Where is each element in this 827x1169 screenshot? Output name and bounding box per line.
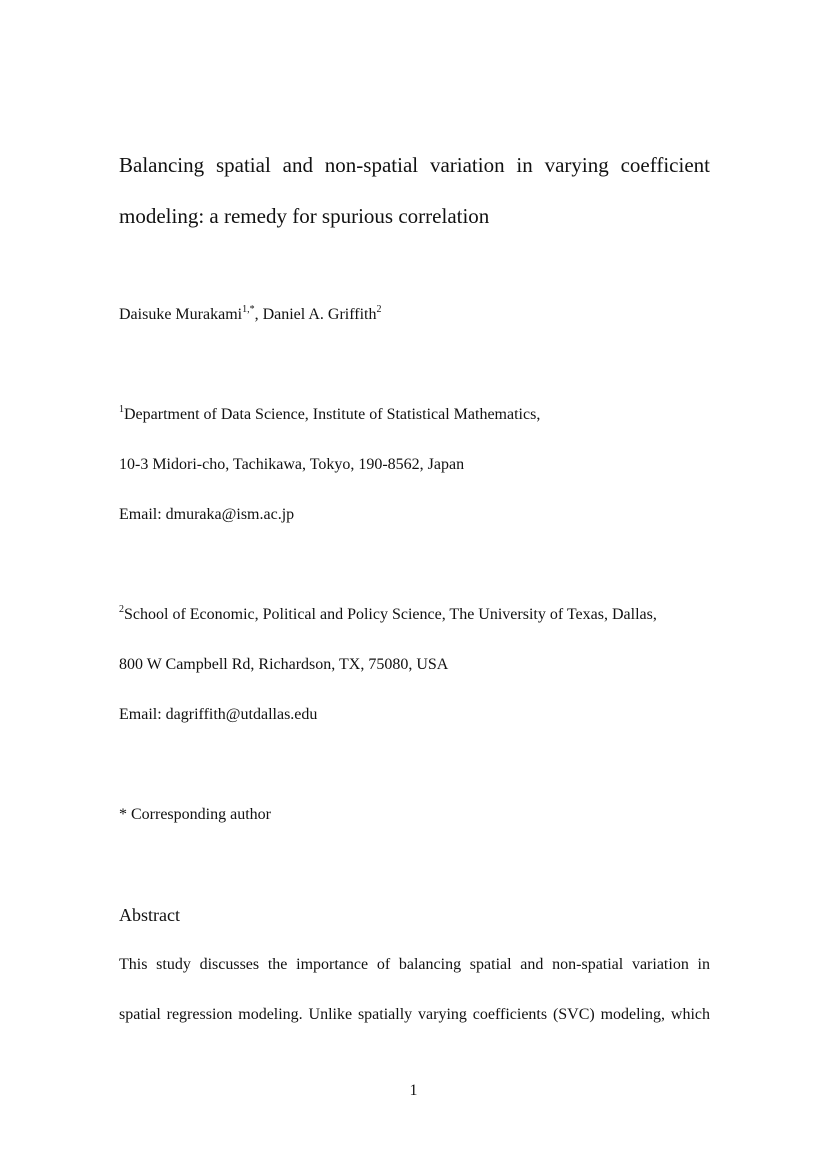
affiliation-1-superscript: 1 bbox=[119, 403, 124, 415]
title-line-1: Balancing spatial and non-spatial variation in varying coefficient bbox=[119, 153, 710, 177]
abstract-line-1: This study discusses the importance of balancing spatial and non-spatial variation in bbox=[119, 956, 710, 973]
affiliation-2-school: School of Economic, Political and Policy Science, The University of Texas, Dallas, bbox=[124, 606, 657, 623]
abstract-line-2: spatial regression modeling. Unlike spatially varying coefficients (SVC) modeling, which bbox=[119, 1006, 710, 1023]
abstract-heading: Abstract bbox=[119, 905, 180, 925]
corresponding-author-note: * Corresponding author bbox=[119, 806, 271, 823]
author-separator: , bbox=[254, 306, 263, 323]
author-2-superscript: 2 bbox=[376, 303, 382, 315]
affiliation-2-line-1 bbox=[119, 605, 657, 625]
affiliation-1-address: 10-3 Midori-cho, Tachikawa, Tokyo, 190-8562, Japan bbox=[119, 456, 465, 473]
title-line-2: modeling: a remedy for spurious correlation bbox=[119, 204, 490, 228]
affiliation-2-email: Email: dagriffith@utdallas.edu bbox=[119, 706, 318, 723]
affiliation-2-superscript: 2 bbox=[119, 603, 124, 615]
author-2-name: Daniel A. Griffith bbox=[262, 306, 377, 323]
page-number: 1 bbox=[409, 1082, 418, 1099]
affiliation-1-email: Email: dmuraka@ism.ac.jp bbox=[119, 506, 295, 523]
author-1-superscript: 1,* bbox=[242, 303, 255, 315]
author-list bbox=[119, 305, 381, 325]
affiliation-1-line-1 bbox=[119, 405, 540, 425]
affiliation-2-address: 800 W Campbell Rd, Richardson, TX, 75080, USA bbox=[119, 656, 449, 673]
author-1-name: Daisuke Murakami bbox=[119, 306, 243, 323]
affiliation-1-department: Department of Data Science, Institute of Statistical Mathematics, bbox=[124, 406, 541, 423]
